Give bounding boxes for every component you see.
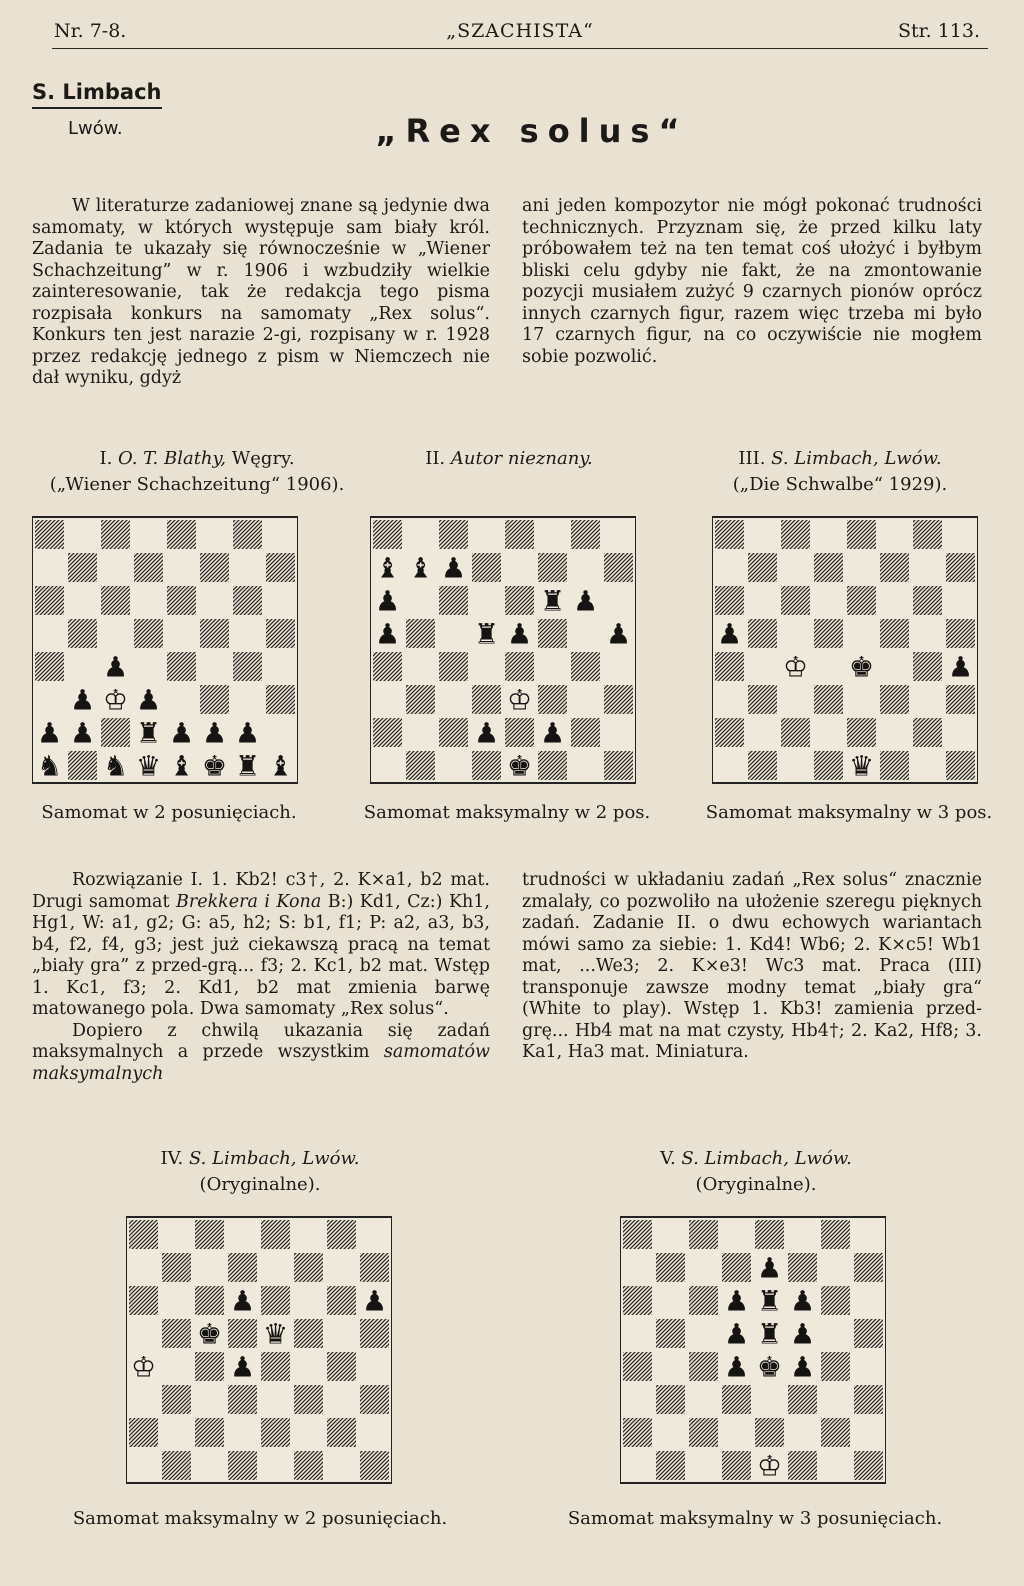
diagram-4-number: IV.: [160, 1148, 184, 1169]
dark-square: [261, 1418, 290, 1447]
dark-square: [327, 1352, 356, 1381]
black-queen-icon: ♛: [135, 749, 162, 782]
solution-paragraph-1: [32, 870, 490, 1021]
black-pawn-icon: ♟: [789, 1317, 816, 1351]
dark-square: [847, 586, 876, 615]
dark-square: [755, 1220, 784, 1249]
dark-square: [715, 520, 744, 549]
dark-square: [162, 1451, 191, 1480]
diagram-5-number: V.: [660, 1148, 676, 1169]
diagram-2-number: II.: [425, 448, 446, 469]
dark-square: [847, 520, 876, 549]
black-pawn-icon: ♟: [69, 716, 96, 750]
dark-square: [327, 1286, 356, 1315]
dark-square: [472, 685, 501, 714]
black-pawn-icon: ♟: [229, 1350, 256, 1384]
dark-square: [373, 520, 402, 549]
dark-square: [913, 718, 942, 747]
dark-square: [261, 1352, 290, 1381]
dark-square: [656, 1319, 685, 1348]
dark-square: [538, 619, 567, 648]
black-knight-icon: ♞: [102, 749, 129, 782]
dark-square: [505, 718, 534, 747]
board-svg: [713, 518, 977, 782]
dark-square: [913, 520, 942, 549]
dark-square: [439, 652, 468, 681]
black-pawn-icon: ♟: [374, 617, 401, 651]
dark-square: [360, 1253, 389, 1282]
dark-square: [715, 586, 744, 615]
dark-square: [814, 751, 843, 780]
dark-square: [781, 586, 810, 615]
solution-1-text: Rozwiązanie I. 1. Kb2! c3†, 2. K×a1, b2 mat. Drugi samomat: [32, 870, 490, 912]
black-rook-icon: ♜: [539, 584, 566, 618]
black-pawn-icon: ♟: [723, 1317, 750, 1351]
dark-square: [233, 652, 262, 681]
dark-square: [604, 751, 633, 780]
black-king-icon: ♚: [506, 749, 533, 782]
intro-paragraph-left: W literaturze zadaniowej znane są jedynie dwa samomaty, w których występuje sam biały król. Zadania te ukazały się równocześnie w „Wiener Schachzeitung” w r. 1906 i wzbudziły wielkie zainteresowanie, tak że redakcja tego pisma rozpisała konkurs na samomaty „Rex solus“. Konkurs ten jest narazie 2-gi, rozpisany w r. 1928 przez redakcję jednego z pism w Niemczech nie dał wyniku, gdyż: [32, 196, 490, 388]
dark-square: [854, 1253, 883, 1282]
black-pawn-icon: ♟: [102, 650, 129, 684]
dark-square: [788, 1451, 817, 1480]
dark-square: [538, 685, 567, 714]
dark-square: [200, 619, 229, 648]
dark-square: [814, 553, 843, 582]
board-svg: [621, 1218, 885, 1482]
diagram-1-source: („Wiener Schachzeitung“ 1906).: [49, 474, 345, 495]
dark-square: [505, 520, 534, 549]
dark-square: [748, 553, 777, 582]
diagram-2-author: Autor nieznany.: [450, 448, 593, 469]
dark-square: [854, 1451, 883, 1480]
dark-square: [261, 1220, 290, 1249]
dark-square: [327, 1220, 356, 1249]
dark-square: [946, 619, 975, 648]
dark-square: [195, 1286, 224, 1315]
black-pawn-icon: ♟: [789, 1284, 816, 1318]
dark-square: [266, 553, 295, 582]
solution-paragraph-2: [32, 1021, 490, 1086]
dark-square: [373, 718, 402, 747]
black-rook-icon: ♜: [756, 1317, 783, 1351]
page-number: Str. 113.: [897, 20, 980, 42]
dark-square: [821, 1418, 850, 1447]
dark-square: [68, 751, 97, 780]
dark-square: [913, 586, 942, 615]
dark-square: [129, 1286, 158, 1315]
dark-square: [101, 586, 130, 615]
black-rook-icon: ♜: [756, 1284, 783, 1318]
diagram-2-heading: [372, 446, 646, 472]
dark-square: [623, 1352, 652, 1381]
dark-square: [946, 553, 975, 582]
black-pawn-icon: ♟: [473, 716, 500, 750]
white-king-icon: ♔: [756, 1449, 783, 1482]
dark-square: [439, 586, 468, 615]
dark-square: [228, 1451, 257, 1480]
diagram-3-caption: Samomat maksymalny w 3 pos.: [705, 802, 993, 823]
intro-paragraph-right: ani jeden kompozytor nie mógł pokonać trudności technicznych. Przyznam się, że przed kilku laty próbowałem też na ten temat coś ułożyć i byłbym bliski celu gdyby nie fakt, że na zmontowanie pozycji musiałem zużyć 9 czarnych pionów oprócz innych czarnych figur, razem więc trzeba mi było 17 czarnych figur, na co oczywiście nie mogłem sobie pozwolić.: [522, 196, 982, 367]
dark-square: [821, 1352, 850, 1381]
diagram-1-heading: [32, 446, 362, 498]
dark-square: [505, 652, 534, 681]
dark-square: [656, 1451, 685, 1480]
black-king-icon: ♚: [201, 749, 228, 782]
dark-square: [472, 751, 501, 780]
black-pawn-icon: ♟: [572, 584, 599, 618]
diagram-5-heading: [606, 1146, 906, 1198]
dark-square: [538, 553, 567, 582]
dark-square: [715, 652, 744, 681]
white-king-icon: ♔: [506, 683, 533, 717]
dark-square: [689, 1286, 718, 1315]
issue-number: Nr. 7-8.: [54, 20, 127, 42]
dark-square: [228, 1385, 257, 1414]
black-king-icon: ♚: [756, 1350, 783, 1384]
dark-square: [439, 520, 468, 549]
dark-square: [129, 1220, 158, 1249]
black-bishop-icon: ♝: [374, 551, 401, 585]
solution-1-rest: B:) Kd1, Cz:) Kh1, Hg1, W: a1, g2; G: a5, h2; S: b1, f1; P: a2, a3, b3, b4, f2, f4, g3; jest już ciekawszą pracą na temat „biały gra” z przed-grą... f3; 2. Kc1, b2 mat. Wstęp 1. Kc1, f3; 2. Kd1, b2 mat zmienia barwę matowanego pola. Dwa samomaty „Rex solus“.: [32, 891, 490, 1019]
dark-square: [715, 718, 744, 747]
black-pawn-icon: ♟: [36, 716, 63, 750]
black-pawn-icon: ♟: [723, 1284, 750, 1318]
black-pawn-icon: ♟: [947, 650, 974, 684]
dark-square: [880, 619, 909, 648]
black-pawn-icon: ♟: [723, 1350, 750, 1384]
diagram-5-source: (Oryginalne).: [695, 1174, 817, 1195]
dark-square: [327, 1418, 356, 1447]
dark-square: [689, 1418, 718, 1447]
dark-square: [233, 520, 262, 549]
dark-square: [294, 1319, 323, 1348]
dark-square: [571, 520, 600, 549]
black-bishop-icon: ♝: [407, 551, 434, 585]
dark-square: [68, 553, 97, 582]
dark-square: [656, 1385, 685, 1414]
dark-square: [35, 652, 64, 681]
dark-square: [946, 685, 975, 714]
dark-square: [748, 751, 777, 780]
board-svg: [33, 518, 297, 782]
white-king-icon: ♔: [782, 650, 809, 684]
diagram-1-number: I.: [99, 448, 113, 469]
dark-square: [689, 1352, 718, 1381]
dark-square: [722, 1451, 751, 1480]
dark-square: [167, 586, 196, 615]
black-pawn-icon: ♟: [756, 1251, 783, 1285]
diagram-1-place: Węgry.: [231, 448, 295, 469]
black-pawn-icon: ♟: [506, 617, 533, 651]
dark-square: [604, 553, 633, 582]
black-rook-icon: ♜: [473, 617, 500, 651]
dark-square: [788, 1253, 817, 1282]
dark-square: [162, 1385, 191, 1414]
dark-square: [195, 1220, 224, 1249]
dark-square: [880, 685, 909, 714]
dark-square: [748, 619, 777, 648]
dark-square: [294, 1451, 323, 1480]
dark-square: [195, 1352, 224, 1381]
dark-square: [200, 553, 229, 582]
dark-square: [913, 652, 942, 681]
chess-board-1: [32, 516, 298, 784]
diagram-4-caption: Samomat maksymalny w 2 posunięciach.: [72, 1508, 448, 1529]
dark-square: [814, 619, 843, 648]
dark-square: [134, 553, 163, 582]
dark-square: [406, 685, 435, 714]
dark-square: [439, 718, 468, 747]
black-pawn-icon: ♟: [539, 716, 566, 750]
dark-square: [406, 751, 435, 780]
intro-column-right: [522, 196, 982, 368]
dark-square: [101, 718, 130, 747]
board-svg: [371, 518, 635, 782]
dark-square: [781, 520, 810, 549]
black-pawn-icon: ♟: [135, 683, 162, 717]
dark-square: [228, 1253, 257, 1282]
magazine-title: „SZACHISTA“: [446, 20, 594, 42]
dark-square: [406, 619, 435, 648]
dark-square: [266, 685, 295, 714]
black-pawn-icon: ♟: [789, 1350, 816, 1384]
black-knight-icon: ♞: [36, 749, 63, 782]
chess-board-4: [126, 1216, 392, 1484]
dark-square: [200, 685, 229, 714]
intro-column-left: [32, 196, 490, 390]
dark-square: [880, 553, 909, 582]
dark-square: [571, 718, 600, 747]
dark-square: [35, 586, 64, 615]
diagram-4-source: (Oryginalne).: [199, 1174, 321, 1195]
chess-board-5: [620, 1216, 886, 1484]
dark-square: [623, 1418, 652, 1447]
diagram-4-author: S. Limbach, Lwów.: [188, 1148, 360, 1169]
dark-square: [689, 1220, 718, 1249]
black-pawn-icon: ♟: [716, 617, 743, 651]
dark-square: [571, 652, 600, 681]
dark-square: [821, 1286, 850, 1315]
diagram-3-source: („Die Schwalbe“ 1929).: [732, 474, 948, 495]
dark-square: [294, 1253, 323, 1282]
dark-square: [505, 586, 534, 615]
black-king-icon: ♚: [196, 1317, 223, 1351]
dark-square: [35, 520, 64, 549]
dark-square: [538, 751, 567, 780]
black-rook-icon: ♜: [135, 716, 162, 750]
dark-square: [472, 553, 501, 582]
white-king-icon: ♔: [102, 683, 129, 717]
dark-square: [623, 1220, 652, 1249]
article-title: „Rex solus“: [375, 112, 689, 150]
dark-square: [781, 718, 810, 747]
dark-square: [814, 685, 843, 714]
dark-square: [195, 1418, 224, 1447]
diagram-3-author: S. Limbach, Lwów.: [771, 448, 942, 469]
black-bishop-icon: ♝: [267, 749, 294, 782]
dark-square: [294, 1385, 323, 1414]
dark-square: [656, 1253, 685, 1282]
dark-square: [162, 1319, 191, 1348]
diagram-5-caption: Samomat maksymalny w 3 posunięciach.: [567, 1508, 943, 1529]
dark-square: [722, 1385, 751, 1414]
dark-square: [266, 619, 295, 648]
solution-column-left: [32, 870, 490, 1085]
black-queen-icon: ♛: [848, 749, 875, 782]
dark-square: [880, 751, 909, 780]
diagram-3-number: III.: [738, 448, 766, 469]
diagram-3-heading: [690, 446, 990, 498]
dark-square: [722, 1253, 751, 1282]
black-pawn-icon: ♟: [234, 716, 261, 750]
dark-square: [261, 1286, 290, 1315]
dark-square: [167, 652, 196, 681]
white-king-icon: ♔: [130, 1350, 157, 1384]
black-bishop-icon: ♝: [168, 749, 195, 782]
black-pawn-icon: ♟: [440, 551, 467, 585]
diagram-4-heading: [110, 1146, 410, 1198]
black-pawn-icon: ♟: [605, 617, 632, 651]
chess-board-2: [370, 516, 636, 784]
dark-square: [101, 520, 130, 549]
diagram-5-author: S. Limbach, Lwów.: [681, 1148, 852, 1169]
black-pawn-icon: ♟: [201, 716, 228, 750]
page-header: [52, 14, 988, 49]
dark-square: [233, 586, 262, 615]
dark-square: [854, 1385, 883, 1414]
dark-square: [755, 1418, 784, 1447]
solution-1-italic: Brekkera i Kona: [175, 891, 322, 912]
dark-square: [360, 1451, 389, 1480]
dark-square: [68, 619, 97, 648]
dark-square: [360, 1385, 389, 1414]
dark-square: [167, 520, 196, 549]
dark-square: [373, 652, 402, 681]
diagram-1-caption: Samomat w 2 posunięciach.: [41, 802, 297, 823]
dark-square: [854, 1319, 883, 1348]
solution-2-text: Dopiero z chwilą ukazania się zadań maksymalnych a przede wszystkim: [32, 1020, 490, 1062]
dark-square: [623, 1286, 652, 1315]
dark-square: [162, 1253, 191, 1282]
chess-board-3: [712, 516, 978, 784]
black-pawn-icon: ♟: [229, 1284, 256, 1318]
dark-square: [129, 1418, 158, 1447]
author-city: Lwów.: [68, 118, 123, 139]
solution-paragraph-3: trudności w układaniu zadań „Rex solus“ znacznie zmalały, co pozwoliło na ułożenie szeregu pięknych zadań. Zadanie II. o dwu echowych wariantach mówi samo za siebie: 1. Kd4! Wb6; 2. K×c5! Wb1 mat, ...We3; 2. K×e3! Wc3 mat. Praca (III) transponuje zawsze modny temat „biały gra“ (White to play). Wstęp 1. Kb3! zamienia przed-grę... Hb4 mat na mat czysty, Hb4†; 2. Ka2, Hf8; 3. Ka1, Ha3 mat. Miniatura.: [522, 870, 982, 1062]
dark-square: [604, 685, 633, 714]
dark-square: [821, 1220, 850, 1249]
diagram-1-author: O. T. Blathy,: [118, 448, 227, 469]
solution-2-italic: samomatów maksymalnych: [32, 1042, 490, 1084]
black-king-icon: ♚: [848, 650, 875, 684]
solution-column-right: [522, 870, 982, 1064]
black-rook-icon: ♜: [234, 749, 261, 782]
dark-square: [134, 619, 163, 648]
dark-square: [788, 1385, 817, 1414]
black-queen-icon: ♛: [262, 1317, 289, 1351]
board-svg: [127, 1218, 391, 1482]
dark-square: [360, 1319, 389, 1348]
dark-square: [748, 685, 777, 714]
dark-square: [228, 1319, 257, 1348]
article-author: S. Limbach: [32, 80, 162, 109]
black-pawn-icon: ♟: [168, 716, 195, 750]
dark-square: [847, 718, 876, 747]
black-pawn-icon: ♟: [69, 683, 96, 717]
diagram-2-caption: Samomat maksymalny w 2 pos.: [363, 802, 651, 823]
black-pawn-icon: ♟: [374, 584, 401, 618]
dark-square: [946, 751, 975, 780]
black-pawn-icon: ♟: [361, 1284, 388, 1318]
